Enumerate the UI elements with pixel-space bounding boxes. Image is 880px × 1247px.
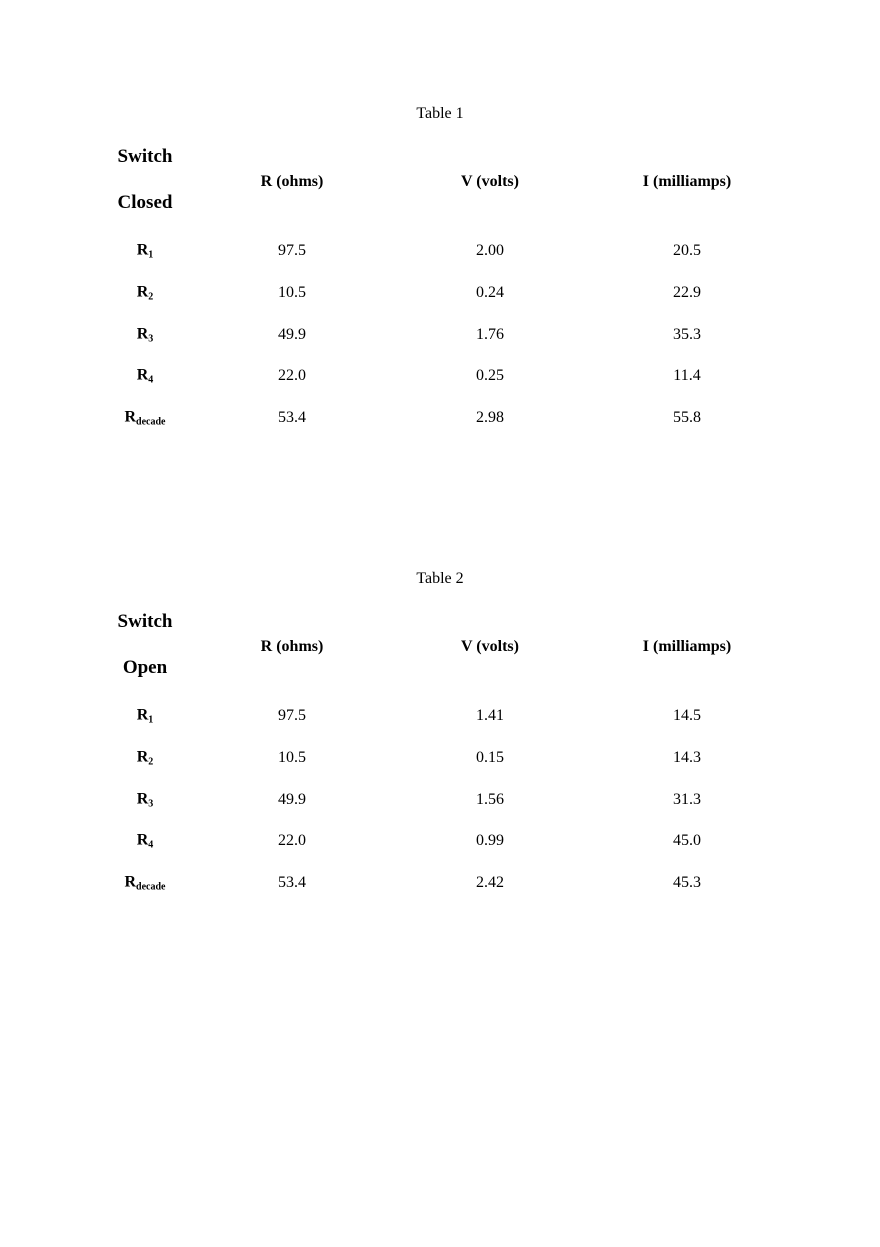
resistor-symbol: R [136, 790, 149, 808]
row-label [124, 874, 165, 893]
resistor-subscript: 3 [148, 798, 154, 810]
table-title: Table 1 [416, 105, 464, 122]
table-cell: 97.5 [278, 242, 306, 259]
table-cell: 22.0 [278, 832, 306, 850]
resistor-symbol: R [124, 408, 137, 426]
resistor-symbol: R [136, 831, 149, 849]
table-cell: 31.3 [673, 790, 701, 808]
resistor-symbol: R [136, 283, 149, 301]
row-label [137, 325, 154, 344]
table-cell: 49.9 [278, 325, 306, 343]
resistor-symbol: R [136, 748, 149, 766]
column-header: V (volts) [461, 638, 519, 655]
table-cell: 45.3 [673, 874, 701, 892]
resistor-subscript: 2 [148, 756, 154, 768]
column-header: I (milliamps) [642, 638, 732, 655]
table-cell: 1.56 [476, 790, 504, 808]
resistor-subscript: decade [136, 881, 166, 893]
row-label [137, 283, 154, 302]
resistor-symbol: R [136, 241, 149, 259]
table-cell: 2.00 [476, 242, 504, 259]
row-label [137, 832, 154, 851]
table-title: Table 2 [416, 570, 464, 587]
row-label [124, 409, 165, 428]
table-cell: 49.9 [278, 790, 306, 808]
table-cell: 0.99 [476, 832, 504, 850]
resistor-symbol: R [136, 366, 149, 384]
resistor-subscript: decade [136, 416, 166, 428]
switch-state-label: Open [122, 657, 168, 678]
table-cell: 0.24 [476, 283, 504, 301]
resistor-subscript: 3 [148, 333, 154, 345]
resistor-subscript: 4 [148, 839, 154, 851]
table-cell: 53.4 [278, 874, 306, 892]
table-cell: 10.5 [278, 748, 306, 766]
column-header: R (ohms) [260, 173, 324, 190]
resistor-symbol: R [136, 325, 149, 343]
table-cell: 1.76 [476, 325, 504, 343]
resistor-subscript: 1 [148, 249, 154, 261]
resistor-subscript: 2 [148, 291, 154, 303]
column-header: V (volts) [461, 173, 519, 190]
table-cell: 14.3 [673, 748, 701, 766]
row-label [137, 242, 154, 261]
column-header: R (ohms) [260, 638, 324, 655]
table-cell: 14.5 [673, 707, 701, 724]
table-cell: 45.0 [673, 832, 701, 850]
resistor-subscript: 4 [148, 374, 154, 386]
row-label [137, 790, 154, 809]
table-cell: 55.8 [673, 409, 701, 427]
row-label [137, 367, 154, 386]
switch-label: Switch [117, 611, 173, 632]
table-cell: 20.5 [673, 242, 701, 259]
table-cell: 22.0 [278, 367, 306, 385]
table-cell: 53.4 [278, 409, 306, 427]
table-cell: 11.4 [673, 367, 701, 385]
table-cell: 2.42 [476, 874, 504, 892]
table-cell: 2.98 [476, 409, 504, 427]
row-label [137, 707, 154, 726]
table-cell: 97.5 [278, 707, 306, 724]
table-cell: 10.5 [278, 283, 306, 301]
table-cell: 0.25 [476, 367, 504, 385]
resistor-symbol: R [136, 706, 149, 724]
table-cell: 22.9 [673, 283, 701, 301]
table-cell: 35.3 [673, 325, 701, 343]
switch-state-label: Closed [117, 192, 173, 213]
column-header: I (milliamps) [642, 173, 732, 190]
resistor-subscript: 1 [148, 714, 154, 726]
resistor-symbol: R [124, 873, 137, 891]
row-label [137, 748, 154, 767]
table-cell: 1.41 [476, 707, 504, 724]
switch-label: Switch [117, 146, 173, 167]
table-cell: 0.15 [476, 748, 504, 766]
